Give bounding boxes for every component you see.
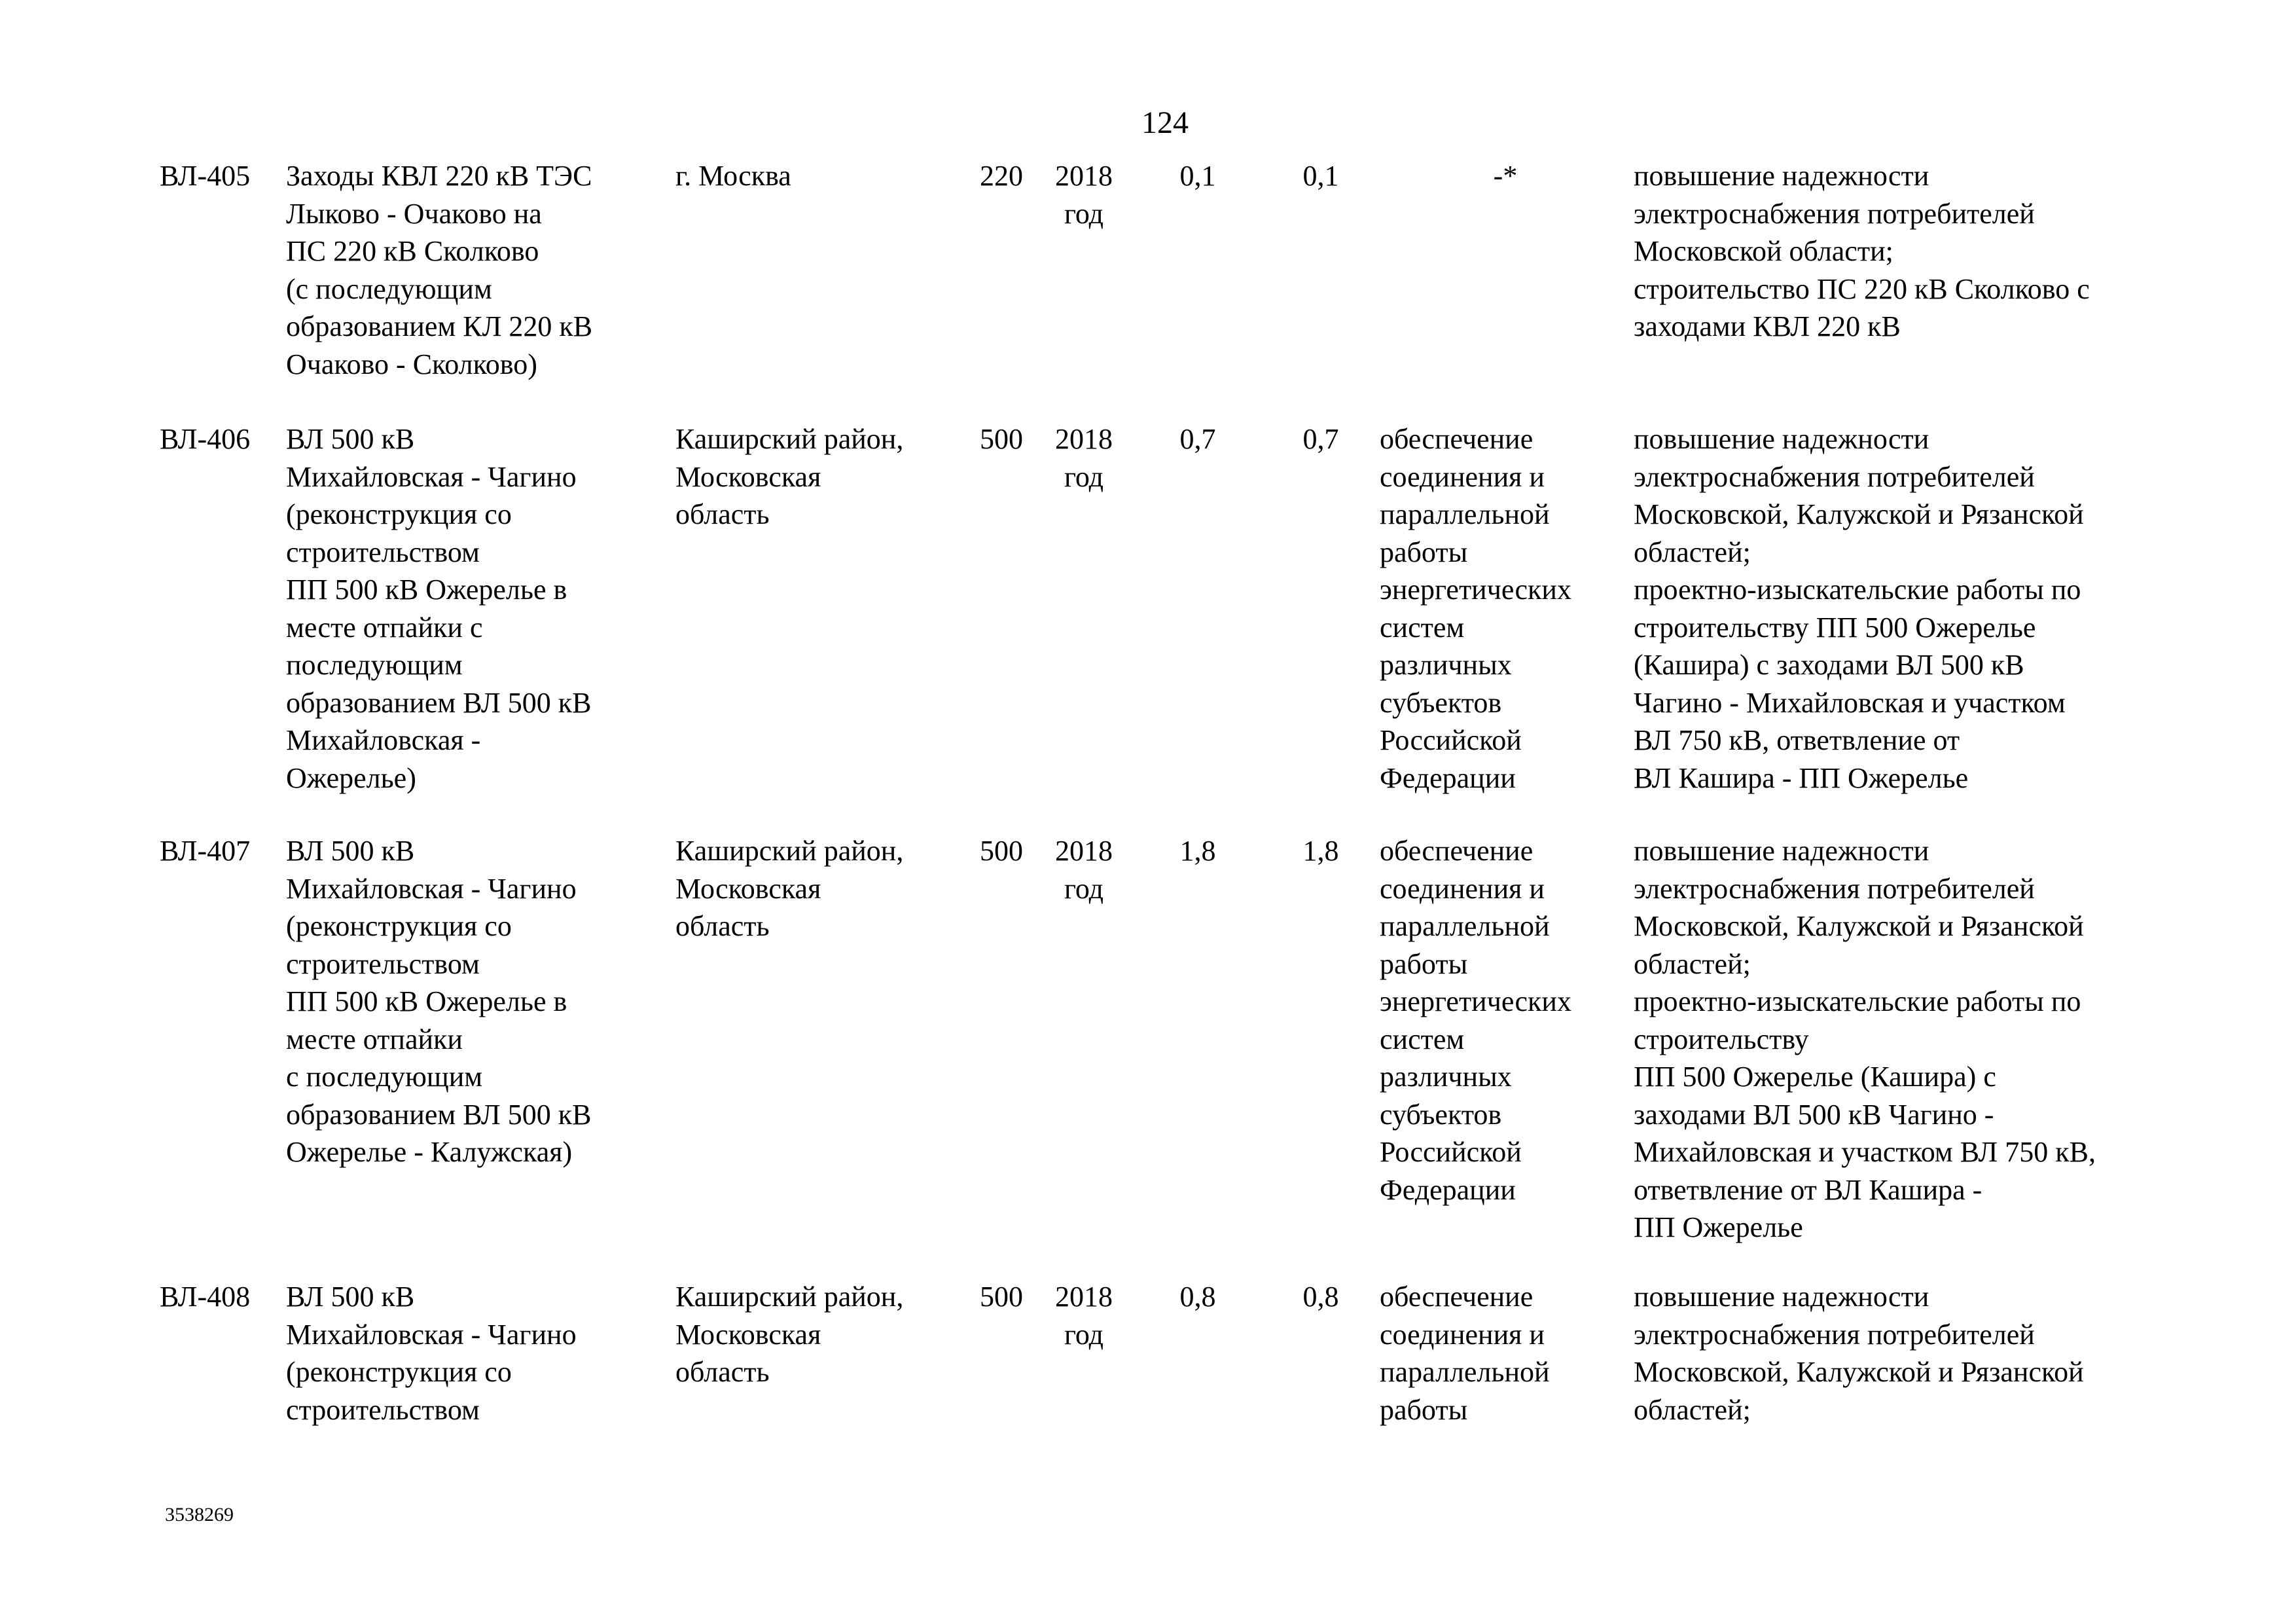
row-length-1: 0,8 <box>1179 1281 1216 1313</box>
row-year: 2018 год <box>1055 1281 1113 1351</box>
row-task: -* <box>1493 160 1518 192</box>
row-id: ВЛ-407 <box>160 835 251 867</box>
row-length-1: 1,8 <box>1179 835 1216 867</box>
row-goal: повышение надежности электроснабжения потребителей Московской области; строительство ПС 220 кВ Сколково с заходами КВЛ 220 кВ <box>1634 160 2090 342</box>
row-goal: повышение надежности электроснабжения потребителей Московской, Калужской и Рязанской областей; проектно-изыскательские работы по строительству ПП 500 Ожерелье (Кашира) с заходами ВЛ 500 кВ Чагино - Михайловская и участком ВЛ 750 кВ, ответвление от ВЛ Кашира - ПП Ожерелье <box>1634 423 2084 794</box>
row-length-2: 0,8 <box>1302 1281 1339 1313</box>
row-length-1: 0,7 <box>1179 423 1216 455</box>
row-length-2: 0,7 <box>1302 423 1339 455</box>
row-name: ВЛ 500 кВ Михайловская - Чагино (реконструкция со строительством ПП 500 кВ Ожерелье в месте отпайки с последующим образованием ВЛ 500 кВ Ожерелье - Калужская) <box>286 835 592 1168</box>
row-task: обеспечение соединения и параллельной работы <box>1380 1281 1550 1426</box>
row-id: ВЛ-406 <box>160 423 251 455</box>
row-id: ВЛ-408 <box>160 1281 251 1313</box>
row-voltage: 500 <box>980 835 1023 867</box>
row-length-2: 1,8 <box>1302 835 1339 867</box>
row-length-1: 0,1 <box>1179 160 1216 192</box>
row-year: 2018 год <box>1055 160 1113 230</box>
row-location: г. Москва <box>675 160 791 192</box>
row-location: Каширский район, Московская область <box>675 1281 904 1388</box>
row-goal: повышение надежности электроснабжения потребителей Московской, Калужской и Рязанской областей; проектно-изыскательские работы по строительству ПП 500 Ожерелье (Кашира) с заходами ВЛ 500 кВ Чагино - Михайловская и участком ВЛ 750 кВ, ответвление от ВЛ Кашира - ПП Ожерелье <box>1634 835 2096 1243</box>
row-length-2: 0,1 <box>1302 160 1339 192</box>
row-year: 2018 год <box>1055 835 1113 905</box>
row-voltage: 500 <box>980 1281 1023 1313</box>
row-voltage: 220 <box>980 160 1023 192</box>
row-location: Каширский район, Московская область <box>675 835 904 942</box>
row-year: 2018 год <box>1055 423 1113 493</box>
row-voltage: 500 <box>980 423 1023 455</box>
row-name: ВЛ 500 кВ Михайловская - Чагино (реконструкция со строительством ПП 500 кВ Ожерелье в месте отпайки с последующим образованием ВЛ 500 кВ Михайловская - Ожерелье) <box>286 423 592 794</box>
row-goal: повышение надежности электроснабжения потребителей Московской, Калужской и Рязанской областей; <box>1634 1281 2084 1426</box>
row-id: ВЛ-405 <box>160 160 251 192</box>
row-name: ВЛ 500 кВ Михайловская - Чагино (реконструкция со строительством <box>286 1281 577 1426</box>
document-code: 3538269 <box>165 1504 234 1525</box>
page-number: 124 <box>1141 105 1189 140</box>
row-task: обеспечение соединения и параллельной работы энергетических систем различных субъектов Российской Федерации <box>1380 423 1571 794</box>
row-name: Заходы КВЛ 220 кВ ТЭС Лыково - Очаково на ПС 220 кВ Сколково (с последующим образованием КЛ 220 кВ Очаково - Сколково) <box>286 160 593 380</box>
row-location: Каширский район, Московская область <box>675 423 904 530</box>
row-task: обеспечение соединения и параллельной работы энергетических систем различных субъектов Российской Федерации <box>1380 835 1571 1206</box>
